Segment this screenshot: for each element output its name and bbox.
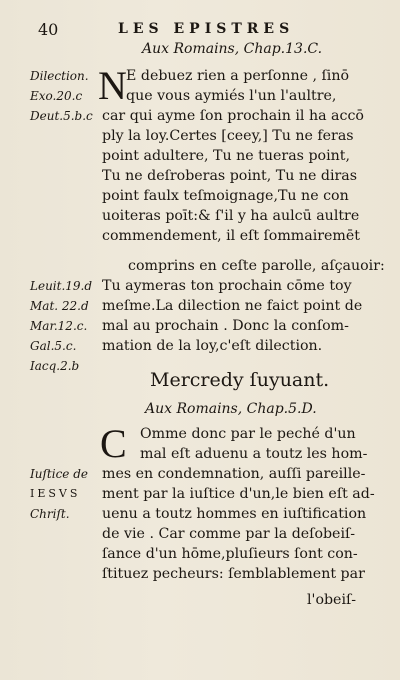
text-line: ment par la iuſtice d'un,le bien eſt ad- — [102, 486, 375, 502]
drop-cap: N — [98, 63, 127, 108]
section-heading: Mercredy ſuyuant. — [150, 369, 330, 391]
text-line: ſtituez pecheurs: ſemblablement par — [102, 566, 365, 582]
margin-note: Mat. 22.d — [30, 299, 89, 313]
text-line: mation de la loy,c'eſt dilection. — [102, 338, 323, 354]
text-line: que vous aymiés l'un l'aultre, — [126, 88, 337, 104]
text-line: commendement, il eſt ſommairemēt — [102, 228, 360, 244]
text-line: uoiteras poīt:& ſ'il y ha aulcū aultre — [102, 208, 360, 224]
text-line: point faulx teſmoignage,Tu ne con — [102, 188, 349, 204]
margin-note: Iuſtice de — [30, 467, 88, 481]
margin-note: Mar.12.c. — [30, 319, 88, 333]
text-line: mal au prochain . Donc la conſom- — [102, 318, 349, 334]
running-title: LES EPISTRES — [118, 21, 295, 37]
margin-note: Gal.5.c. — [30, 339, 77, 353]
margin-note: Dilection. — [30, 69, 89, 83]
text-line: ſance d'un hōme,pluſieurs ſont con- — [102, 546, 358, 562]
margin-note: Chriſt. — [30, 507, 70, 521]
text-line: car qui ayme ſon prochain il ha accō — [102, 108, 364, 124]
margin-note: Exo.20.c — [30, 89, 83, 103]
text-line: Tu aymeras ton prochain cōme toy — [102, 278, 352, 294]
margin-note: Leuit.19.d — [30, 279, 93, 293]
text-line: comprins en ceſte parolle, aſçauoir: — [128, 258, 385, 274]
chapter-reference: Aux Romains, Chap.5.D. — [145, 401, 317, 417]
margin-note: Iacq.2.b — [30, 359, 80, 373]
catchword: l'obeiſ- — [307, 592, 357, 608]
drop-cap: C — [100, 421, 127, 466]
text-line: point adultere, Tu ne tueras point, — [102, 148, 350, 164]
text-line: Tu ne deſroberas point, Tu ne diras — [102, 168, 358, 184]
text-line: uenu a toutz hommes en iuſtification — [102, 506, 367, 522]
text-line: E debuez rien a perſonne , ſinō — [126, 68, 349, 84]
chapter-reference: Aux Romains, Chap.13.C. — [142, 41, 323, 57]
page-number: 40 — [38, 20, 59, 39]
text-line: mal eſt aduenu a toutz les hom- — [140, 446, 368, 462]
margin-note: Deut.5.b.c — [30, 109, 93, 123]
text-line: ply la loy.Certes [ceey,] Tu ne feras — [102, 128, 354, 144]
text-line: Omme donc par le peché d'un — [140, 426, 356, 442]
text-line: mes en condemnation, auſſi pareille- — [102, 466, 366, 482]
margin-note: IESVS — [30, 487, 81, 500]
text-line: meſme.La dilection ne faict point de — [102, 298, 363, 314]
text-line: de vie . Car comme par la deſobeiſ- — [102, 526, 356, 542]
